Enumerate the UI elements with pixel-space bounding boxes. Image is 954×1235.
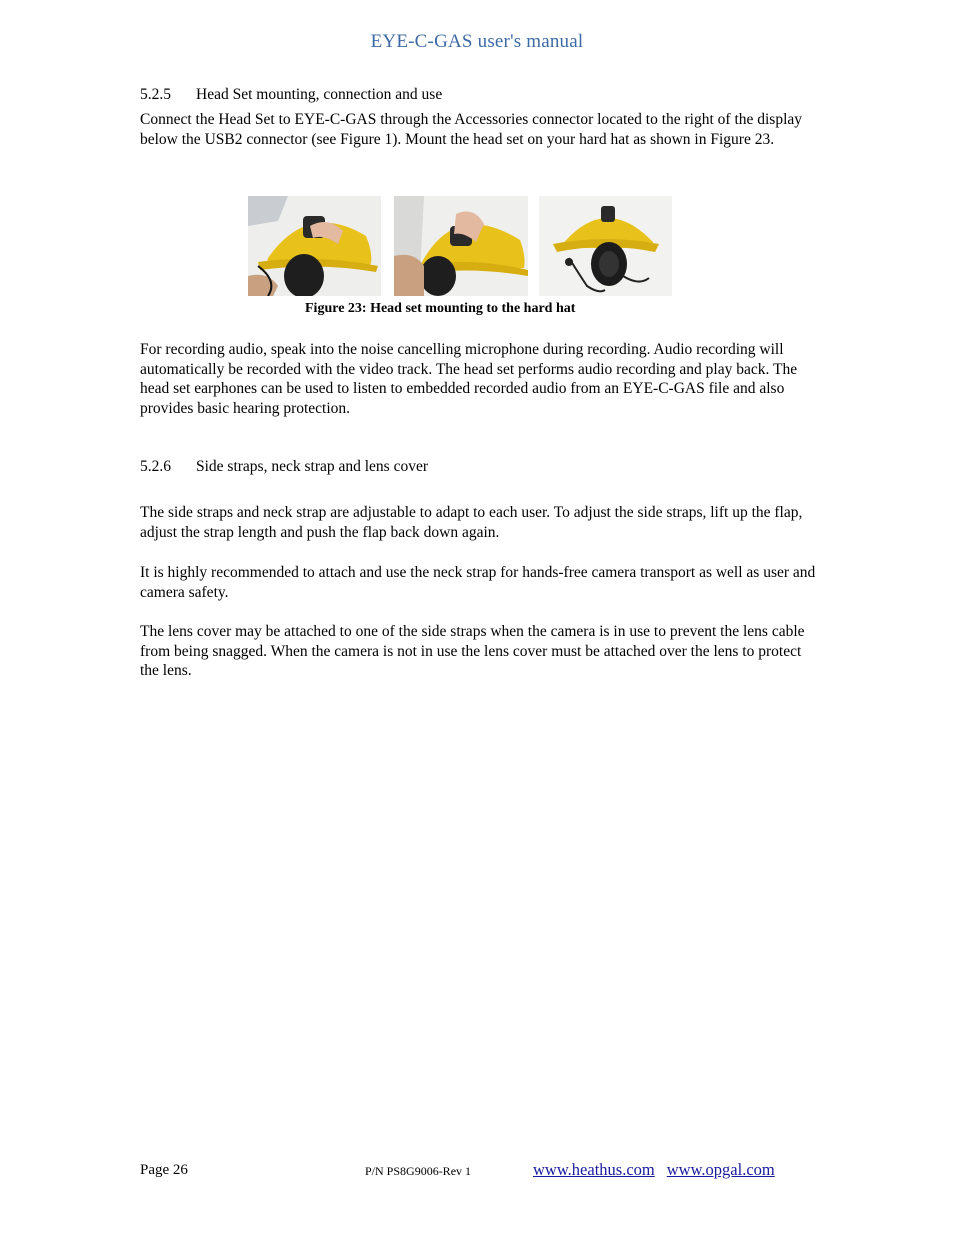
figure-caption: Figure 23: Head set mounting to the hard hat: [305, 301, 576, 316]
section-heading-5-2-5: [140, 86, 442, 104]
paragraph-headset-connect: Connect the Head Set to EYE-C-GAS through the Accessories connector located to the right of the display below the USB2 connector (see Figure 1). Mount the head set on your hard hat as shown in Figure 23.: [140, 111, 803, 148]
paragraph-side-straps: The side straps and neck strap are adjustable to adapt to each user. To adjust the side straps, lift up the flap, adjust the strap length and push the flap back down again.: [140, 504, 803, 541]
section-number: 5.2.6: [140, 458, 171, 475]
link-opgal[interactable]: www.opgal.com: [666, 1160, 775, 1179]
photo-headset-mounted: [539, 196, 672, 296]
paragraph-audio-recording: For recording audio, speak into the noise cancelling microphone during recording. Audio recording will automatically be recorded with the video track. The head set performs audio recording and play back. The head set earphones can be used to listen to embedded recorded audio from an EYE-C-GAS file and also provides basic hearing protection.: [140, 341, 798, 418]
photo-headset-mount-2: [394, 196, 528, 296]
footer-links: [533, 1160, 775, 1180]
paragraph-neck-strap: It is highly recommended to attach and use the neck strap for hands-free camera transport as well as user and camera safety.: [140, 564, 816, 601]
paragraph-lens-cover: The lens cover may be attached to one of the side straps when the camera is in use to prevent the lens cable from being snagged. When the camera is not in use the lens cover must be attached over the lens to protect the lens.: [140, 623, 805, 680]
section-title: Side straps, neck strap and lens cover: [196, 458, 429, 475]
link-heathus[interactable]: www.heathus.com: [533, 1160, 655, 1179]
footer-part-number: P/N PS8G9006-Rev 1: [365, 1164, 472, 1178]
footer-page-number: Page 26: [140, 1162, 188, 1178]
section-number: 5.2.5: [140, 86, 171, 103]
photo-headset-mount-1: [248, 196, 381, 296]
page-header-title: EYE-C-GAS user's manual: [370, 31, 584, 52]
section-heading-5-2-6: [140, 458, 428, 476]
section-title: Head Set mounting, connection and use: [196, 86, 443, 103]
